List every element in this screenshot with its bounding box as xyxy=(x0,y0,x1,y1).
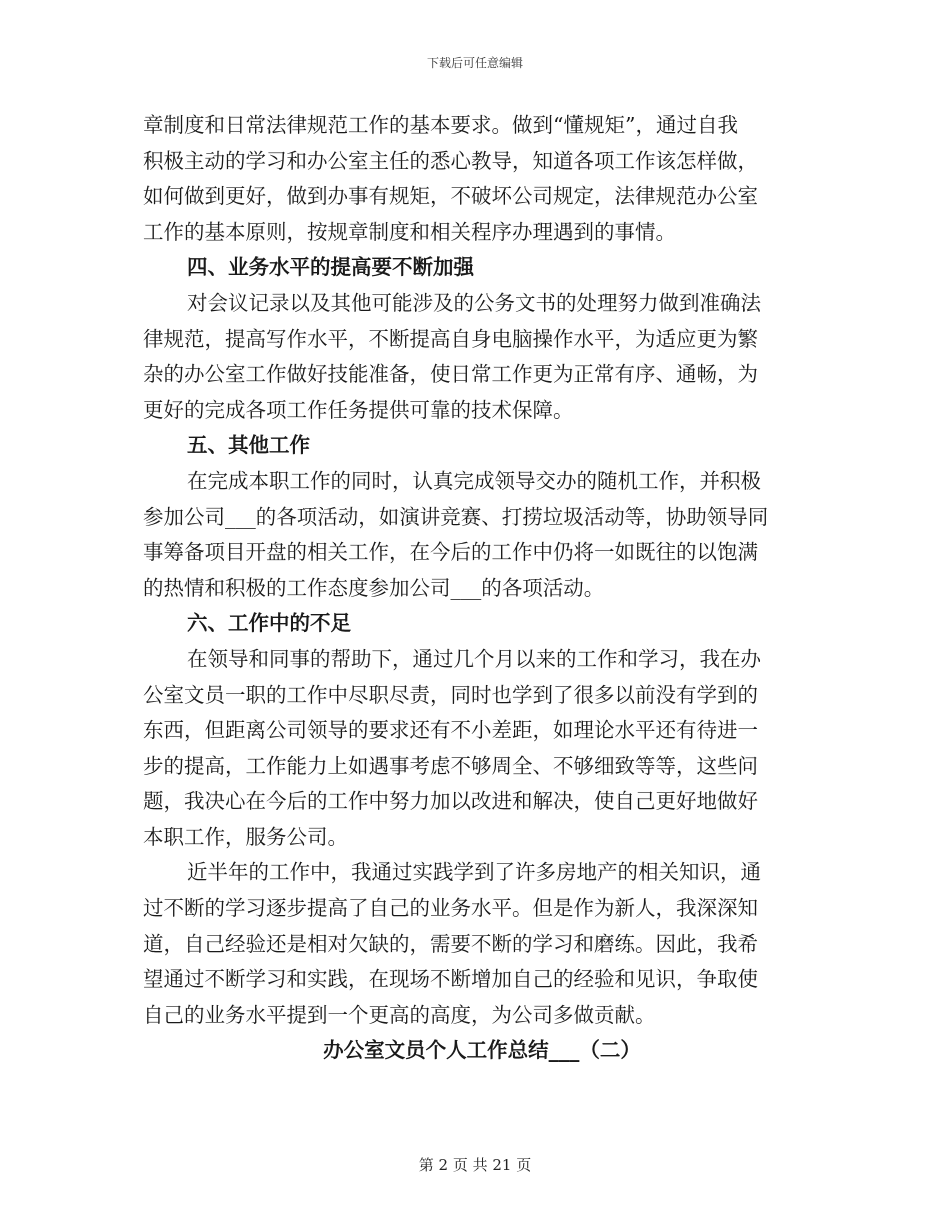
body-line: 过不断的学习逐步提高了自己的业务水平。但是作为新人，我深深知 xyxy=(143,896,758,921)
body-line: 杂的办公室工作做好技能准备，使日常工作更为正常有序、通畅，为 xyxy=(143,362,758,387)
body-line: 如何做到更好，做到办事有规矩，不破坏公司规定，法律规范办公室 xyxy=(143,184,758,209)
body-line: 道，自己经验还是相对欠缺的，需要不断的学习和磨练。因此，我希 xyxy=(143,931,758,956)
body-line: 在完成本职工作的同时，认真完成领导交办的随机工作，并积极 xyxy=(187,468,761,493)
body-line: 积极主动的学习和办公室主任的悉心教导，知道各项工作该怎样做， xyxy=(143,148,758,173)
body-line: 参加公司___的各项活动，如演讲竞赛、打捞垃圾活动等，协助领导同 xyxy=(143,504,769,529)
body-line: 近半年的工作中，我通过实践学到了许多房地产的相关知识，通 xyxy=(187,860,761,885)
section-heading-6: 六、工作中的不足 xyxy=(187,611,351,636)
body-line: 对会议记录以及其他可能涉及的公务文书的处理努力做到准确法 xyxy=(187,290,761,315)
document-body xyxy=(143,108,803,1069)
body-line: 的热情和积极的工作态度参加公司___的各项活动。 xyxy=(143,575,605,600)
body-line: 事筹备项目开盘的相关工作，在今后的工作中仍将一如既往的以饱满 xyxy=(143,540,758,565)
body-line: 律规范，提高写作水平，不断提高自身电脑操作水平，为适应更为繁 xyxy=(143,326,758,351)
body-line: 公室文员一职的工作中尽职尽责，同时也学到了很多以前没有学到的 xyxy=(143,682,758,707)
document-title: 办公室文员个人工作总结___（二） xyxy=(323,1038,641,1063)
body-line: 题，我决心在今后的工作中努力加以改进和解决，使自己更好地做好 xyxy=(143,789,758,814)
body-line: 自己的业务水平提到一个更高的高度，为公司多做贡献。 xyxy=(143,1002,656,1027)
page-header: 下载后可任意编辑 xyxy=(426,56,523,70)
section-heading-4: 四、业务水平的提高要不断加强 xyxy=(187,255,474,280)
body-line: 工作的基本原则，按规章制度和相关程序办理遇到的事情。 xyxy=(143,219,676,244)
page-footer: 第 2 页 共 21 页 xyxy=(418,1156,532,1174)
body-line: 步的提高，工作能力上如遇事考虑不够周全、不够细致等等，这些问 xyxy=(143,753,758,778)
body-line: 章制度和日常法律规范工作的基本要求。做到“懂规矩”，通过自我 xyxy=(143,113,738,137)
body-line: 更好的完成各项工作任务提供可靠的技术保障。 xyxy=(143,397,574,422)
body-line: 在领导和同事的帮助下，通过几个月以来的工作和学习，我在办 xyxy=(187,646,761,671)
section-heading-5: 五、其他工作 xyxy=(187,433,310,458)
body-line: 望通过不断学习和实践，在现场不断增加自己的经验和见识，争取使 xyxy=(143,967,758,992)
body-line: 本职工作，服务公司。 xyxy=(143,824,348,849)
body-line: 东西，但距离公司领导的要求还有不小差距，如理论水平还有待进一 xyxy=(143,718,758,743)
